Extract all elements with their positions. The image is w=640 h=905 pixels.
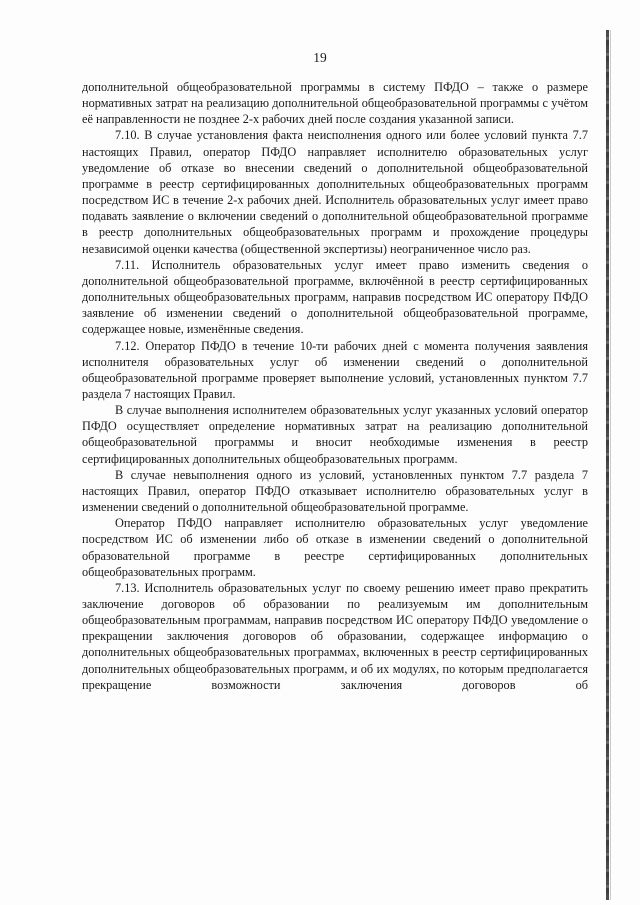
paragraph-7-10: 7.10. В случае установления факта неисполнения одного или более условий пункта 7.7 настоящих Правил, оператор ПФДО направляет исполнителю образовательных услуг уведомление об отказе во внесении сведений о дополнительной общеобразовательной программе в реестр сертифицированных дополнительных общеобразовательных программ посредством ИС в течение 2-х рабочих дней. Исполнитель образовательных услуг имеет право подавать заявление о включении сведений о дополнительной общеобразовательной программе в реестр дополнительных общеобразовательных программ и прохождение процедуры независимой оценки качества (общественной экспертизы) неограниченное число раз. [82, 128, 588, 256]
paragraph-continuation: дополнительной общеобразовательной программы в систему ПФДО – также о размере нормативных затрат на реализацию дополнительной общеобразовательной программы с учётом её направленности не позднее 2-х рабочих дней после создания указанной записи. [82, 80, 588, 127]
scan-edge-border [606, 30, 609, 900]
page-number: 19 [313, 50, 327, 65]
paragraph-7-13: 7.13. Исполнитель образовательных услуг по своему решению имеет право прекратить заключение договоров об образовании по реализуемым им дополнительным общеобразовательным программам, направив посредством ИС оператору ПФДО уведомление о прекращении заключения договоров об образовании, содержащее информацию о дополнительных общеобразовательных программах, включенных в реестр сертифицированных дополнительных общеобразовательных программ, и об их модулях, по которым предполагается прекращение возможности заключения договоров об [82, 580, 588, 692]
paragraph-7-11: 7.11. Исполнитель образовательных услуг имеет право изменить сведения о дополнительной общеобразовательной программе, включённой в реестр сертифицированных дополнительных общеобразовательных программ, направив посредством ИС оператору ПФДО заявление об изменении сведений о дополнительной общеобразовательной программе, содержащее новые, изменённые сведения. [82, 257, 588, 337]
paragraph-7-12-refusal: В случае невыполнения одного из условий, установленных пунктом 7.7 раздела 7 настоящих Правил, оператор ПФДО отказывает исполнителю образовательных услуг в изменении сведений о дополнительной общеобразовательной программе. [82, 467, 588, 515]
scan-edge-shadow [610, 30, 611, 900]
document-body [82, 79, 588, 693]
paragraph-7-12-fulfilled: В случае выполнения исполнителем образовательных услуг указанных условий оператор ПФДО осуществляет определение нормативных затрат на реализацию дополнительной общеобразовательной программы и вносит необходимые изменения в реестр сертифицированных дополнительных общеобразовательных программ. [82, 403, 588, 466]
paragraph-7-12-notification: Оператор ПФДО направляет исполнителю образовательных услуг уведомление посредством ИС об изменении либо об отказе в изменении сведений о дополнительной образовательной программе в реестре сертифицированных дополнительных общеобразовательных программ. [82, 516, 588, 579]
paragraph-7-12: 7.12. Оператор ПФДО в течение 10-ти рабочих дней с момента получения заявления исполнителя образовательных услуг об изменении сведений о дополнительной общеобразовательной программе проверяет выполнение условий, установленных пунктом 7.7 раздела 7 настоящих Правил. [82, 338, 588, 401]
